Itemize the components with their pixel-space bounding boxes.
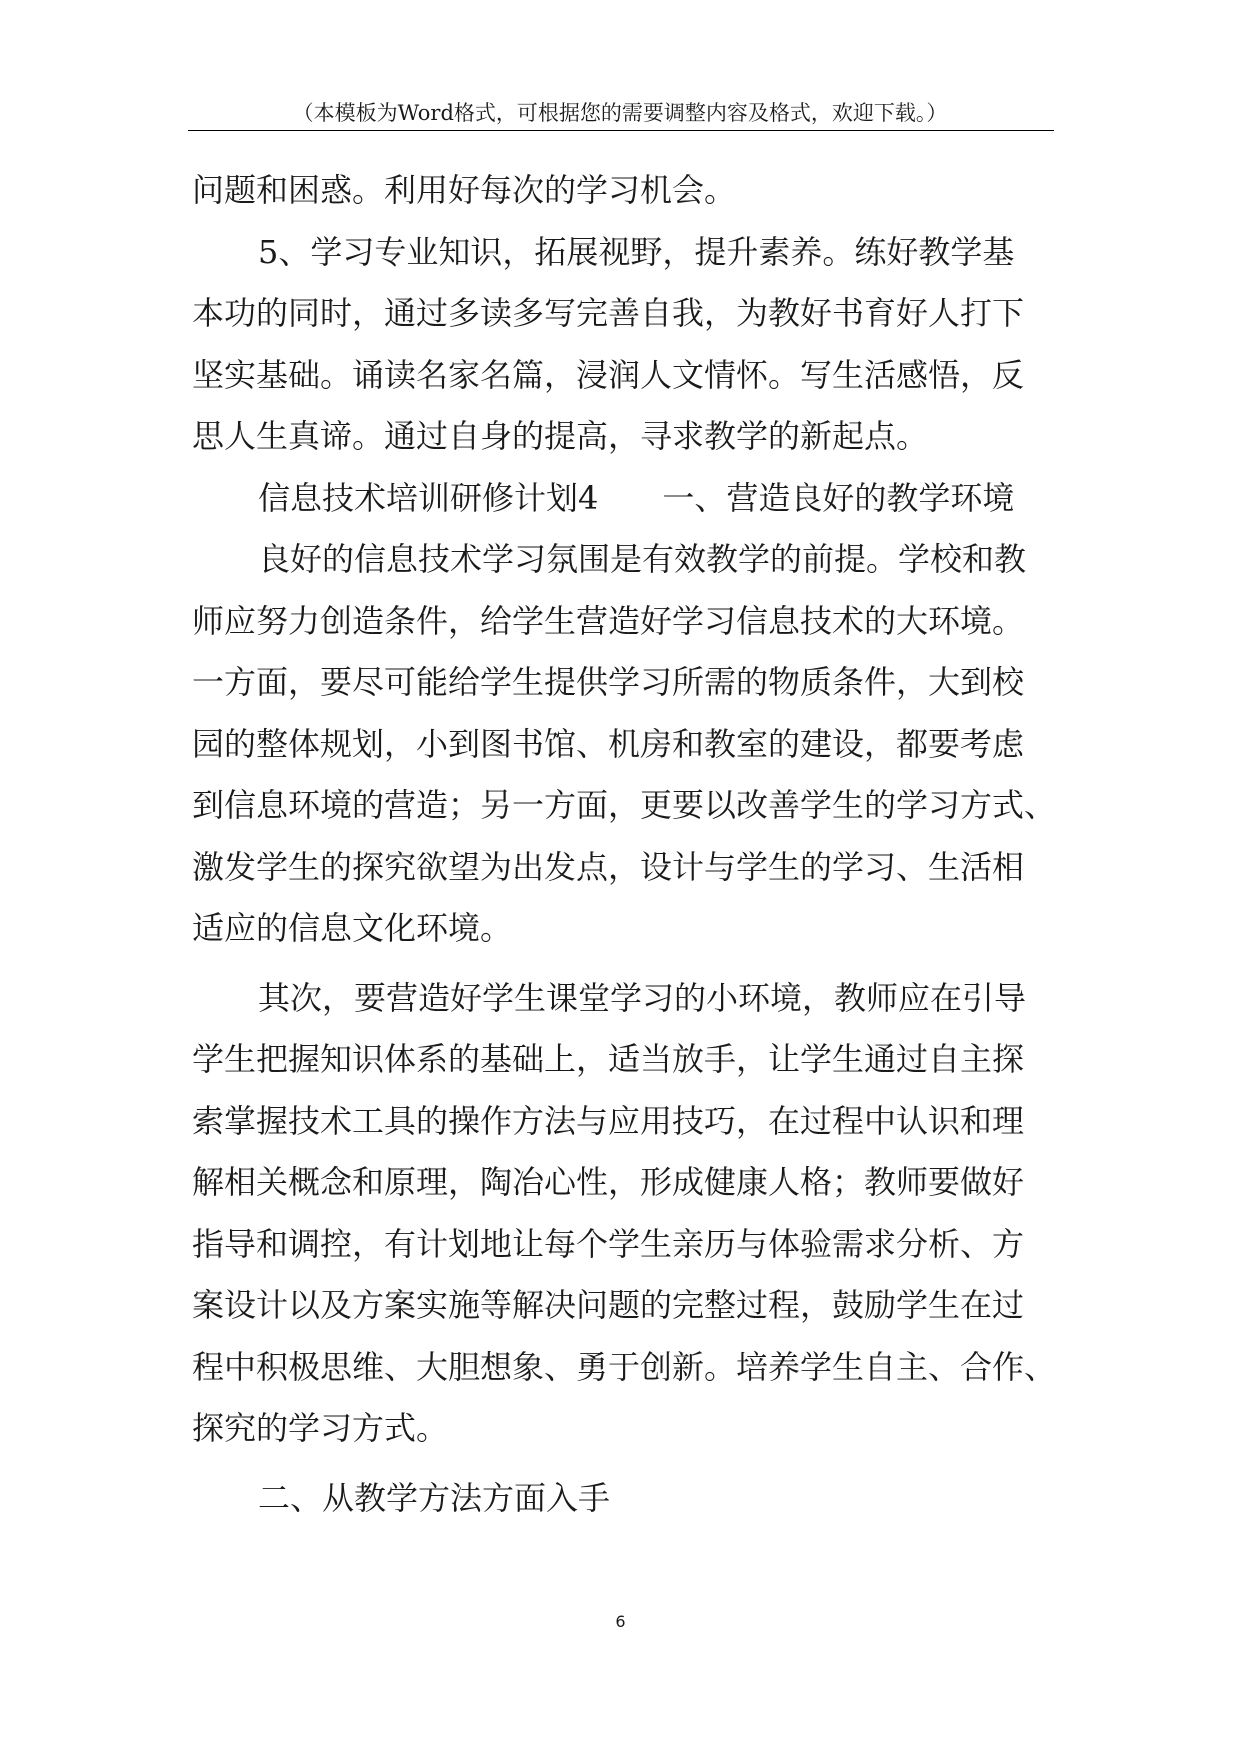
text-line: 问题和困惑。利用好每次的学习机会。: [192, 171, 737, 209]
text-line: 良好的信息技术学习氛围是有效教学的前提。学校和教: [258, 540, 1027, 578]
section-heading-line: 信息技术培训研修计划4 一、营造良好的教学环境: [258, 478, 1015, 517]
text-line: 解相关概念和原理，陶冶心性，形成健康人格；教师要做好: [192, 1163, 1025, 1201]
text-line: 师应努力创造条件，给学生营造好学习信息技术的大环境。: [192, 601, 1025, 640]
text-line: 到信息环境的营造；另一方面，更要以改善学生的学习方式、: [192, 786, 1057, 824]
text-line: 学生把握知识体系的基础上，适当放手，让学生通过自主探: [192, 1040, 1025, 1078]
text-line: 思人生真谛。通过自身的提高，寻求教学的新起点。: [192, 417, 929, 455]
text-line: 激发学生的探究欲望为出发点，设计与学生的学习、生活相: [192, 847, 1025, 886]
text-line: 一方面，要尽可能给学生提供学习所需的物质条件，大到校: [192, 663, 1025, 701]
text-line: 适应的信息文化环境。: [192, 909, 513, 947]
text-line: 指导和调控，有计划地让每个学生亲历与体验需求分析、方: [192, 1224, 1025, 1263]
text-line: 园的整体规划，小到图书馆、机房和教室的建设，都要考虑: [192, 724, 1025, 763]
body-text: [192, 160, 1072, 1529]
text-line: 索掌握技术工具的操作方法与应用技巧，在过程中认识和理: [192, 1101, 1025, 1140]
text-line: 5、学习专业知识，拓展视野，提升素养。练好教学基: [258, 232, 1015, 271]
text-line: 坚实基础。诵读名家名篇，浸润人文情怀。写生活感悟，反: [192, 355, 1025, 394]
page-number: 6: [615, 1612, 626, 1631]
page-header-note: （本模板为Word格式，可根据您的需要调整内容及格式，欢迎下载。）: [292, 101, 948, 125]
text-line: 程中积极思维、大胆想象、勇于创新。培养学生自主、合作、: [192, 1347, 1057, 1386]
section-heading-line: 二、从教学方法方面入手: [258, 1478, 611, 1517]
text-line: 案设计以及方案实施等解决问题的完整过程，鼓励学生在过: [192, 1286, 1025, 1324]
text-line: 本功的同时，通过多读多写完善自我，为教好书育好人打下: [192, 294, 1025, 332]
text-line: 探究的学习方式。: [192, 1409, 449, 1447]
header-divider: [188, 130, 1054, 131]
text-line: 其次，要营造好学生课堂学习的小环境，教师应在引导: [258, 978, 1027, 1017]
